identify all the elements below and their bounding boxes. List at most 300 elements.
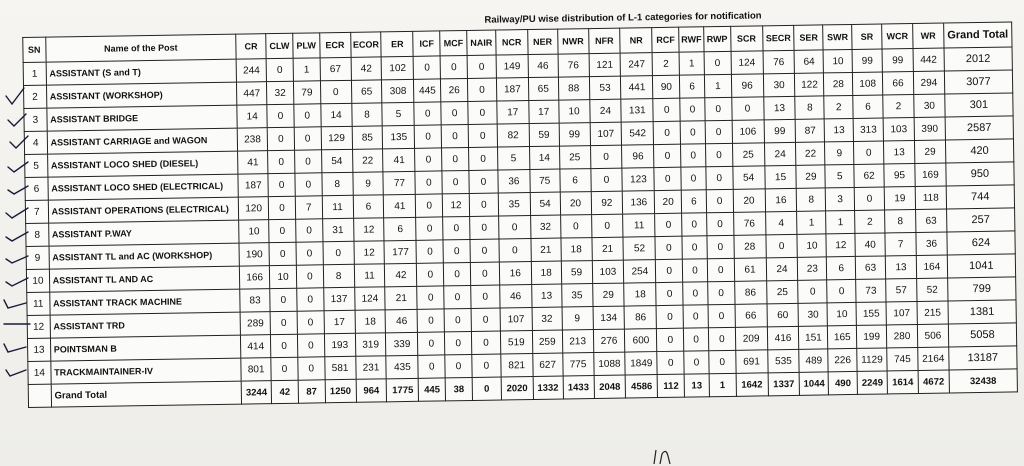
cell-value: 3244 [241,381,271,404]
cell-value: 108 [853,72,883,95]
cell-value: 63 [855,256,885,279]
cell-grand-total: 2587 [945,116,1013,140]
cell-value: 0 [472,354,501,377]
header-railway: NWR [557,29,588,54]
cell-value: 85 [352,126,383,149]
cell-value: 3 [826,187,855,210]
cell-value: 416 [767,326,799,349]
cell-value: 0 [655,236,682,259]
header-railway: ER [381,31,413,56]
cell-value: 131 [621,99,653,122]
cell-value: 10 [239,220,269,243]
cell-value: 1433 [563,376,594,399]
cell-value: 435 [386,355,418,378]
cell-value: 54 [530,192,560,215]
cell-value: 4 [765,211,797,234]
cell-value: 169 [915,163,946,186]
cell-value: 0 [683,305,708,328]
cell-value: 103 [883,117,914,140]
cell-value: 0 [445,354,472,377]
cell-value: 1088 [593,352,625,375]
cell-value: 0 [707,235,734,258]
cell-value: 121 [589,53,621,76]
cell-value: 65 [528,77,558,100]
cell-value: 187 [238,174,268,197]
cell-value: 46 [528,54,558,77]
cell-value: 0 [268,196,295,219]
cell-value: 0 [413,56,440,79]
cell-value: 0 [414,102,441,125]
cell-value: 77 [383,171,415,194]
cell-value: 414 [241,335,271,358]
cell-value: 1614 [887,370,918,393]
cell-value: 0 [443,239,470,262]
cell-value: 20 [655,190,682,213]
cell-value: 88 [558,77,589,100]
cell-sn: 12 [27,315,50,338]
cell-value: 87 [796,119,825,142]
cell-value: 0 [441,125,468,148]
cell-value: 10 [269,265,296,288]
cell-grand-total: 744 [946,185,1014,209]
cell-value: 0 [654,144,681,167]
cell-value: 0 [684,328,709,351]
cell-value: 0 [267,104,294,127]
cell-value: 164 [916,255,947,278]
cell-value: 187 [496,78,528,101]
cell-grand-total: 301 [945,93,1013,117]
cell-value: 20 [733,189,765,212]
cell-post-name: ASSISTANT OPERATIONS (ELECTRICAL) [48,197,239,223]
cell-value: 0 [297,334,324,357]
cell-value: 0 [681,144,706,167]
cell-value: 54 [321,149,352,172]
cell-post-name: ASSISTANT TRD [50,312,241,338]
cell-value: 120 [239,197,269,220]
cell-grand-total: 2012 [944,47,1012,71]
cell-value: 0 [294,127,321,150]
cell-value: 0 [798,280,827,303]
cell-value: 1 [704,74,731,97]
cell-value: 0 [270,288,297,311]
cell-value: 8 [797,188,826,211]
cell-value: 0 [591,214,623,237]
cell-value: 42 [351,57,382,80]
cell-value: 20 [560,192,591,215]
cell-value: 103 [592,260,624,283]
cell-value: 0 [680,121,705,144]
cell-value: 25 [559,146,590,169]
cell-value: 107 [590,122,622,145]
cell-value: 28 [734,235,766,258]
cell-value: 15 [764,165,796,188]
cell-value: 17 [497,101,529,124]
cell-value: 0 [271,334,298,357]
cell-value: 155 [856,302,886,325]
header-railway: ECOR [350,32,381,57]
cell-value: 99 [764,119,796,142]
cell-value: 445 [419,378,446,401]
document-body [22,6,1020,408]
cell-value: 6 [827,256,856,279]
cell-grand-total: 624 [947,231,1015,255]
cell-value: 137 [323,287,354,310]
cell-value: 5 [382,102,414,125]
cell-value: 95 [884,163,915,186]
cell-value: 0 [296,265,323,288]
cell-value: 118 [915,186,946,209]
cell-value: 0 [705,120,732,143]
cell-value: 289 [240,312,270,335]
cell-value: 0 [417,286,444,309]
cell-value: 99 [559,123,590,146]
cell-value: 2020 [501,377,533,400]
cell-value: 21 [591,237,623,260]
cell-sn: 14 [28,361,51,384]
cell-value: 17 [324,310,355,333]
cell-value: 0 [706,166,733,189]
cell-value: 22 [352,149,383,172]
cell-value: 231 [355,356,386,379]
cell-value: 32 [532,307,562,330]
cell-value: 0 [298,357,325,380]
cell-value: 0 [680,98,705,121]
tick-mark [6,256,28,263]
cell-value: 519 [500,331,532,354]
cell-post-name: POINTSMAN B [50,335,241,361]
cell-sn: 9 [26,246,49,269]
cell-sn: 1 [23,62,46,85]
cell-value: 390 [914,117,945,140]
cell-value: 36 [916,232,947,255]
cell-value: 244 [236,59,266,82]
cell-sn: 4 [24,131,47,154]
header-railway: SECR [762,25,794,50]
cell-value: 41 [238,151,268,174]
cell-value: 26 [441,79,468,102]
cell-value: 4672 [918,370,949,393]
cell-value: 6 [384,217,416,240]
cell-post-name: ASSISTANT TL and AC (WORKSHOP) [49,243,240,269]
cell-value: 35 [498,193,530,216]
cell-value: 18 [561,238,592,261]
cell-value: 7 [295,196,322,219]
cell-value: 73 [856,279,886,302]
cell-value: 0 [709,350,736,373]
cell-grand-total: 3077 [944,70,1012,94]
cell-value: 319 [355,333,386,356]
cell-value: 5 [497,147,529,170]
cell-value: 0 [655,213,682,236]
cell-value: 8 [795,96,824,119]
cell-value: 53 [589,76,621,99]
cell-value: 165 [828,325,857,348]
cell-value: 82 [497,124,529,147]
cell-value: 2 [824,95,853,118]
cell-value: 12 [442,193,469,216]
cell-value: 19 [884,186,915,209]
cell-value: 10 [558,100,589,123]
cell-sn: 3 [24,108,47,131]
header-railway: CR [236,34,266,59]
cell-value: 0 [268,150,295,173]
cell-value: 254 [624,260,656,283]
cell-value: 6 [853,95,883,118]
cell-value: 32 [267,81,294,104]
cell-value: 6 [681,190,706,213]
document-title: Railway/PU wise distribution of L-1 categories for notification [484,10,762,26]
cell-value: 600 [625,329,657,352]
cell-value: 0 [854,141,884,164]
cell-post-name: Grand Total [51,381,242,407]
cell-value: 99 [882,49,913,72]
cell-value: 96 [622,145,654,168]
cell-value: 79 [293,81,320,104]
header-railway: SWR [823,24,852,49]
cell-value: 62 [854,164,884,187]
cell-value: 12 [354,241,385,264]
cell-value: 18 [355,310,386,333]
cell-value: 542 [622,122,654,145]
cell-value: 106 [732,120,764,143]
cell-value: 0 [294,150,321,173]
cell-value: 135 [383,125,415,148]
cell-value: 1250 [325,379,356,402]
cell-value: 0 [444,308,471,331]
cell-value: 136 [623,191,655,214]
table-body [23,47,1017,407]
cell-value: 0 [854,187,884,210]
cell-value: 339 [386,332,418,355]
cell-value: 1332 [533,376,563,399]
cell-value: 445 [414,79,441,102]
cell-value: 23 [798,257,827,280]
cell-value: 0 [418,332,445,355]
cell-value: 0 [294,104,321,127]
cell-value: 0 [268,173,295,196]
cell-value: 0 [560,215,591,238]
cell-value: 16 [765,188,797,211]
cell-value: 0 [296,242,323,265]
cell-value: 76 [763,50,795,73]
cell-value: 13 [884,140,915,163]
cell-value: 2 [883,95,914,118]
cell-value: 2048 [594,375,626,398]
cell-value: 87 [298,380,325,403]
cell-value: 21 [531,238,561,261]
cell-value: 0 [468,101,497,124]
cell-value: 193 [324,333,355,356]
cell-value: 92 [591,191,623,214]
cell-value: 134 [593,306,625,329]
cell-value: 18 [624,283,656,306]
cell-value: 489 [799,349,828,372]
cell-sn: 5 [25,154,48,177]
cell-value: 0 [707,258,734,281]
cell-value: 10 [797,234,826,257]
cell-value: 13 [531,284,561,307]
cell-grand-total: 420 [945,139,1013,163]
header-railway: NAIR [467,30,496,55]
cell-value: 65 [351,80,382,103]
header-sn: SN [23,37,46,62]
cell-value: 1775 [387,378,419,401]
cell-sn: 8 [26,223,49,246]
cell-post-name: ASSISTANT P.WAY [48,220,239,246]
header-railway: ECR [319,32,350,57]
cell-value: 535 [767,349,799,372]
tick-mark [6,370,26,376]
cell-value: 0 [269,242,296,265]
cell-value: 57 [886,278,917,301]
cell-value: 14 [320,103,351,126]
cell-value: 9 [825,141,854,164]
cell-grand-total: 32438 [949,369,1017,393]
header-railway: CLW [266,33,293,58]
header-railway: NR [620,28,652,53]
cell-value: 1 [709,373,736,396]
cell-value: 0 [705,143,732,166]
cell-value: 46 [386,309,418,332]
cell-value: 17 [529,100,559,123]
cell-sn: 7 [25,200,48,223]
header-railway: ICF [413,31,440,56]
cell-value: 0 [296,219,323,242]
cell-value: 86 [624,306,656,329]
cell-value: 149 [496,55,528,78]
cell-value: 102 [382,56,414,79]
cell-value: 46 [500,285,532,308]
cell-value: 90 [653,75,680,98]
cell-value: 0 [417,263,444,286]
cell-value: 112 [657,374,684,397]
cell-post-name: ASSISTANT LOCO SHED (ELECTRICAL) [48,174,239,200]
cell-value: 0 [704,51,731,74]
cell-value: 59 [561,261,592,284]
cell-value: 313 [853,118,883,141]
cell-value: 123 [622,168,654,191]
cell-value: 11 [623,214,655,237]
cell-sn: 6 [25,177,48,200]
cell-value: 8 [322,172,353,195]
cell-value: 215 [917,301,948,324]
header-grand-total: Grand Total [943,22,1012,48]
cell-value: 35 [561,284,592,307]
cell-value: 1642 [736,373,768,396]
cell-value: 107 [886,301,917,324]
cell-sn: 11 [27,292,50,315]
cell-value: 29 [914,140,945,163]
cell-value: 12 [826,233,855,256]
cell-value: 0 [469,193,498,216]
cell-value: 964 [356,379,387,402]
cell-sn: 13 [27,338,50,361]
cell-value: 13 [763,96,795,119]
cell-value: 0 [416,194,443,217]
cell-value: 0 [681,167,706,190]
cell-value: 627 [533,353,563,376]
cell-value: 166 [240,266,270,289]
cell-value: 36 [498,170,530,193]
cell-value: 0 [415,148,442,171]
cell-value: 8 [323,264,354,287]
cell-value: 0 [416,217,443,240]
cell-value: 22 [796,142,825,165]
header-railway: SER [794,25,823,50]
cell-value: 691 [735,350,767,373]
cell-value: 745 [887,347,918,370]
header-post-name: Name of the Post [45,34,236,62]
tick-mark [4,344,26,352]
cell-value: 0 [682,213,707,236]
cell-value: 66 [882,72,913,95]
cell-value: 14 [237,105,267,128]
cell-value: 52 [917,278,948,301]
cell-value: 24 [766,257,798,280]
cell-value: 226 [828,348,857,371]
cell-value: 0 [499,239,531,262]
cell-value: 0 [297,288,324,311]
cell-value: 24 [589,99,621,122]
cell-value: 67 [320,57,351,80]
cell-value: 0 [470,239,499,262]
cell-value: 2 [652,52,679,75]
cell-value: 42 [271,380,298,403]
cell-value: 0 [682,236,707,259]
cell-grand-total: 1381 [948,300,1016,324]
header-railway: NCR [495,30,527,55]
cell-value: 14 [529,146,559,169]
cell-value: 0 [468,147,497,170]
cell-grand-total: 13187 [949,346,1017,370]
cell-value: 1337 [768,372,800,395]
cell-value: 276 [593,329,625,352]
cell-value: 0 [706,189,733,212]
cell-value: 129 [321,126,352,149]
cell-value: 41 [383,148,415,171]
cell-value: 8 [885,209,916,232]
cell-value: 11 [354,264,385,287]
header-railway: WR [913,23,944,48]
cell-grand-total: 5058 [948,323,1016,347]
cell-value: 12 [353,218,384,241]
cell-value: 0 [706,212,733,235]
cell-post-name: ASSISTANT TRACK MACHINE [49,289,240,315]
cell-value: 13 [885,255,916,278]
cell-value: 190 [239,243,269,266]
cell-value: 29 [592,283,624,306]
cell-value: 30 [914,94,945,117]
cell-value: 41 [384,194,416,217]
cell-value: 7 [885,232,916,255]
cell-value: 24 [764,142,796,165]
cell-value: 0 [269,219,296,242]
cell-post-name: ASSISTANT BRIDGE [47,105,238,131]
cell-value: 0 [469,170,498,193]
tick-mark [4,300,26,308]
cell-post-name: TRACKMAINTAINER-IV [50,358,241,384]
cell-value: 0 [708,304,735,327]
cell-value: 28 [824,72,853,95]
cell-value: 99 [852,49,882,72]
cell-value: 11 [322,195,353,218]
cell-value: 0 [498,216,530,239]
cell-value: 0 [765,234,797,257]
cell-sn: 2 [23,85,46,108]
cell-value: 107 [500,308,532,331]
cell-value: 29 [796,165,825,188]
cell-grand-total: 257 [946,208,1014,232]
